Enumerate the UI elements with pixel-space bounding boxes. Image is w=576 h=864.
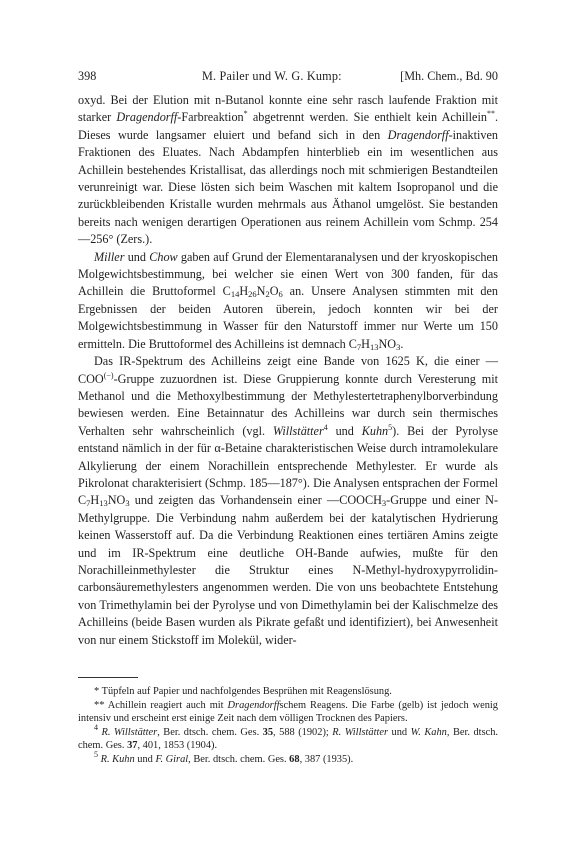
header-journal: [Mh. Chem., Bd. 90 — [400, 69, 498, 83]
header-authors: M. Pailer und W. G. Kump: — [202, 69, 342, 83]
footnote-double-asterisk: ** Achillein reagiert auch mit Dragendorffschem Reagens. Die Farbe (gelb) ist jedoch wenig intensiv und erscheint erst einige Zeit nach dem völligen Trocknen des Papiers. — [78, 699, 499, 725]
running-header — [78, 68, 498, 84]
body-text — [78, 92, 498, 649]
paragraph-ir-spectrum: Das IR-Spektrum des Achilleins zeigt eine Bande von 1625 K, die einer —COO(−)-Gruppe zuzuordnen ist. Diese Gruppierung konnte durch Veresterung mit Methanol und die Methoxylbestimmung der Methylestertetraphenylborverbindung bewiesen werden. Eine Betainnatur des Achilleins war durch sein thermisches Verhalten sehr wahrscheinlich (vgl. Willstätter$^4$ und Kuhn$^5$). Bei der Pyrolyse entstand nämlich in der für α-Betaine charakteristischen Weise durch intramolekulare Alkylierung der einem Norachillein entsprechende Methylester. Er wurde als Pikrolonat charakterisiert (Schmp. 185—187°). Die Analysen entsprachen der Formel $C_7H_{13}NO_3$ und zeigten das Vorhandensein einer $—COOCH_3$-Gruppe und einer N-Methylgruppe. Die Verbindung nahm außerdem bei der katalytischen Hydrierung keinen Wasserstoff auf. Da die Verbindung Reaktionen eines tertiären Amins zeigte und im IR-Spektrum eine deutliche OH-Bande aufwies, mußte für den Norachilleinmethylester die Struktur eines N-Methyl-hydroxypyrrolidin-carbonsäuremethylesters angenommen werden. Die von uns beobachtete Entstehung von Trimethylamin bei der Pyrolyse und von Dimethylamin bei der Kalischmelze des Achilleins (beide Basen wurden als Pikrate gefaßt und identifiziert), bei Anwesenheit von nur einem Stickstoff im Molekül, wider- — [78, 354, 499, 647]
footnote-asterisk: * Tüpfeln auf Papier und nachfolgendes Besprühen mit Reagenslösung. — [94, 686, 392, 697]
footnotes — [78, 685, 498, 767]
footnote-rule — [78, 677, 138, 678]
footnote-4: $^4$ R. Willstätter, Ber. dtsch. chem. Ges. 35, 588 (1902); R. Willstätter und W. Kahn, Ber. dtsch. chem. Ges. 37, 401, 1853 (1904). — [78, 722, 499, 752]
footnote-5: $^5$ R. Kuhn und F. Giral, Ber. dtsch. chem. Ges. 68, 387 (1935). — [94, 749, 354, 765]
paragraph-formula: Miller und Chow gaben auf Grund der Elementaranalysen und der kryoskopischen Molgewichtsbestimmung, bei welcher sie einen Wert von 300 fanden, für das Achillein die Bruttoformel $C_{14}H_{26}N_2O_6$ an. Unsere Analysen stimmten mit den Ergebnissen der beiden Autoren überein, jedoch konnten wir bei der Molgewichtsbestimmung in Wasser für den Naturstoff immer nur Werte um 150 ermitteln. Die Bruttoformel des Achilleins ist demnach $C_7H_{13}NO_3$. — [78, 249, 498, 352]
paragraph-elution: oxyd. Bei der Elution mit n-Butanol konnte eine sehr rasch laufende Fraktion mit starker Dragendorff-Farbreaktion* abgetrennt werden. Sie enthielt kein Achillein**. Dieses wurde langsamer eluiert und befand sich in den Dragendorff-inaktiven Fraktionen des Eluates. Nach Abdampfen hinterblieb ein im wesentlichen aus Achillein bestehendes Kristallisat, das allerdings noch mit schmierigen Bestandteilen verunreinigt war. Diese lösten sich beim Waschen mit kaltem Isopropanol und die zurückbleibenden Kristalle wurden mehrmals aus Äthanol umgelöst. Sie bestanden bereits nach wenigen derartigen Operationen aus reinem Achillein vom Schmp. 254—256° (Zers.). — [78, 93, 498, 247]
page-number: 398 — [78, 69, 97, 83]
